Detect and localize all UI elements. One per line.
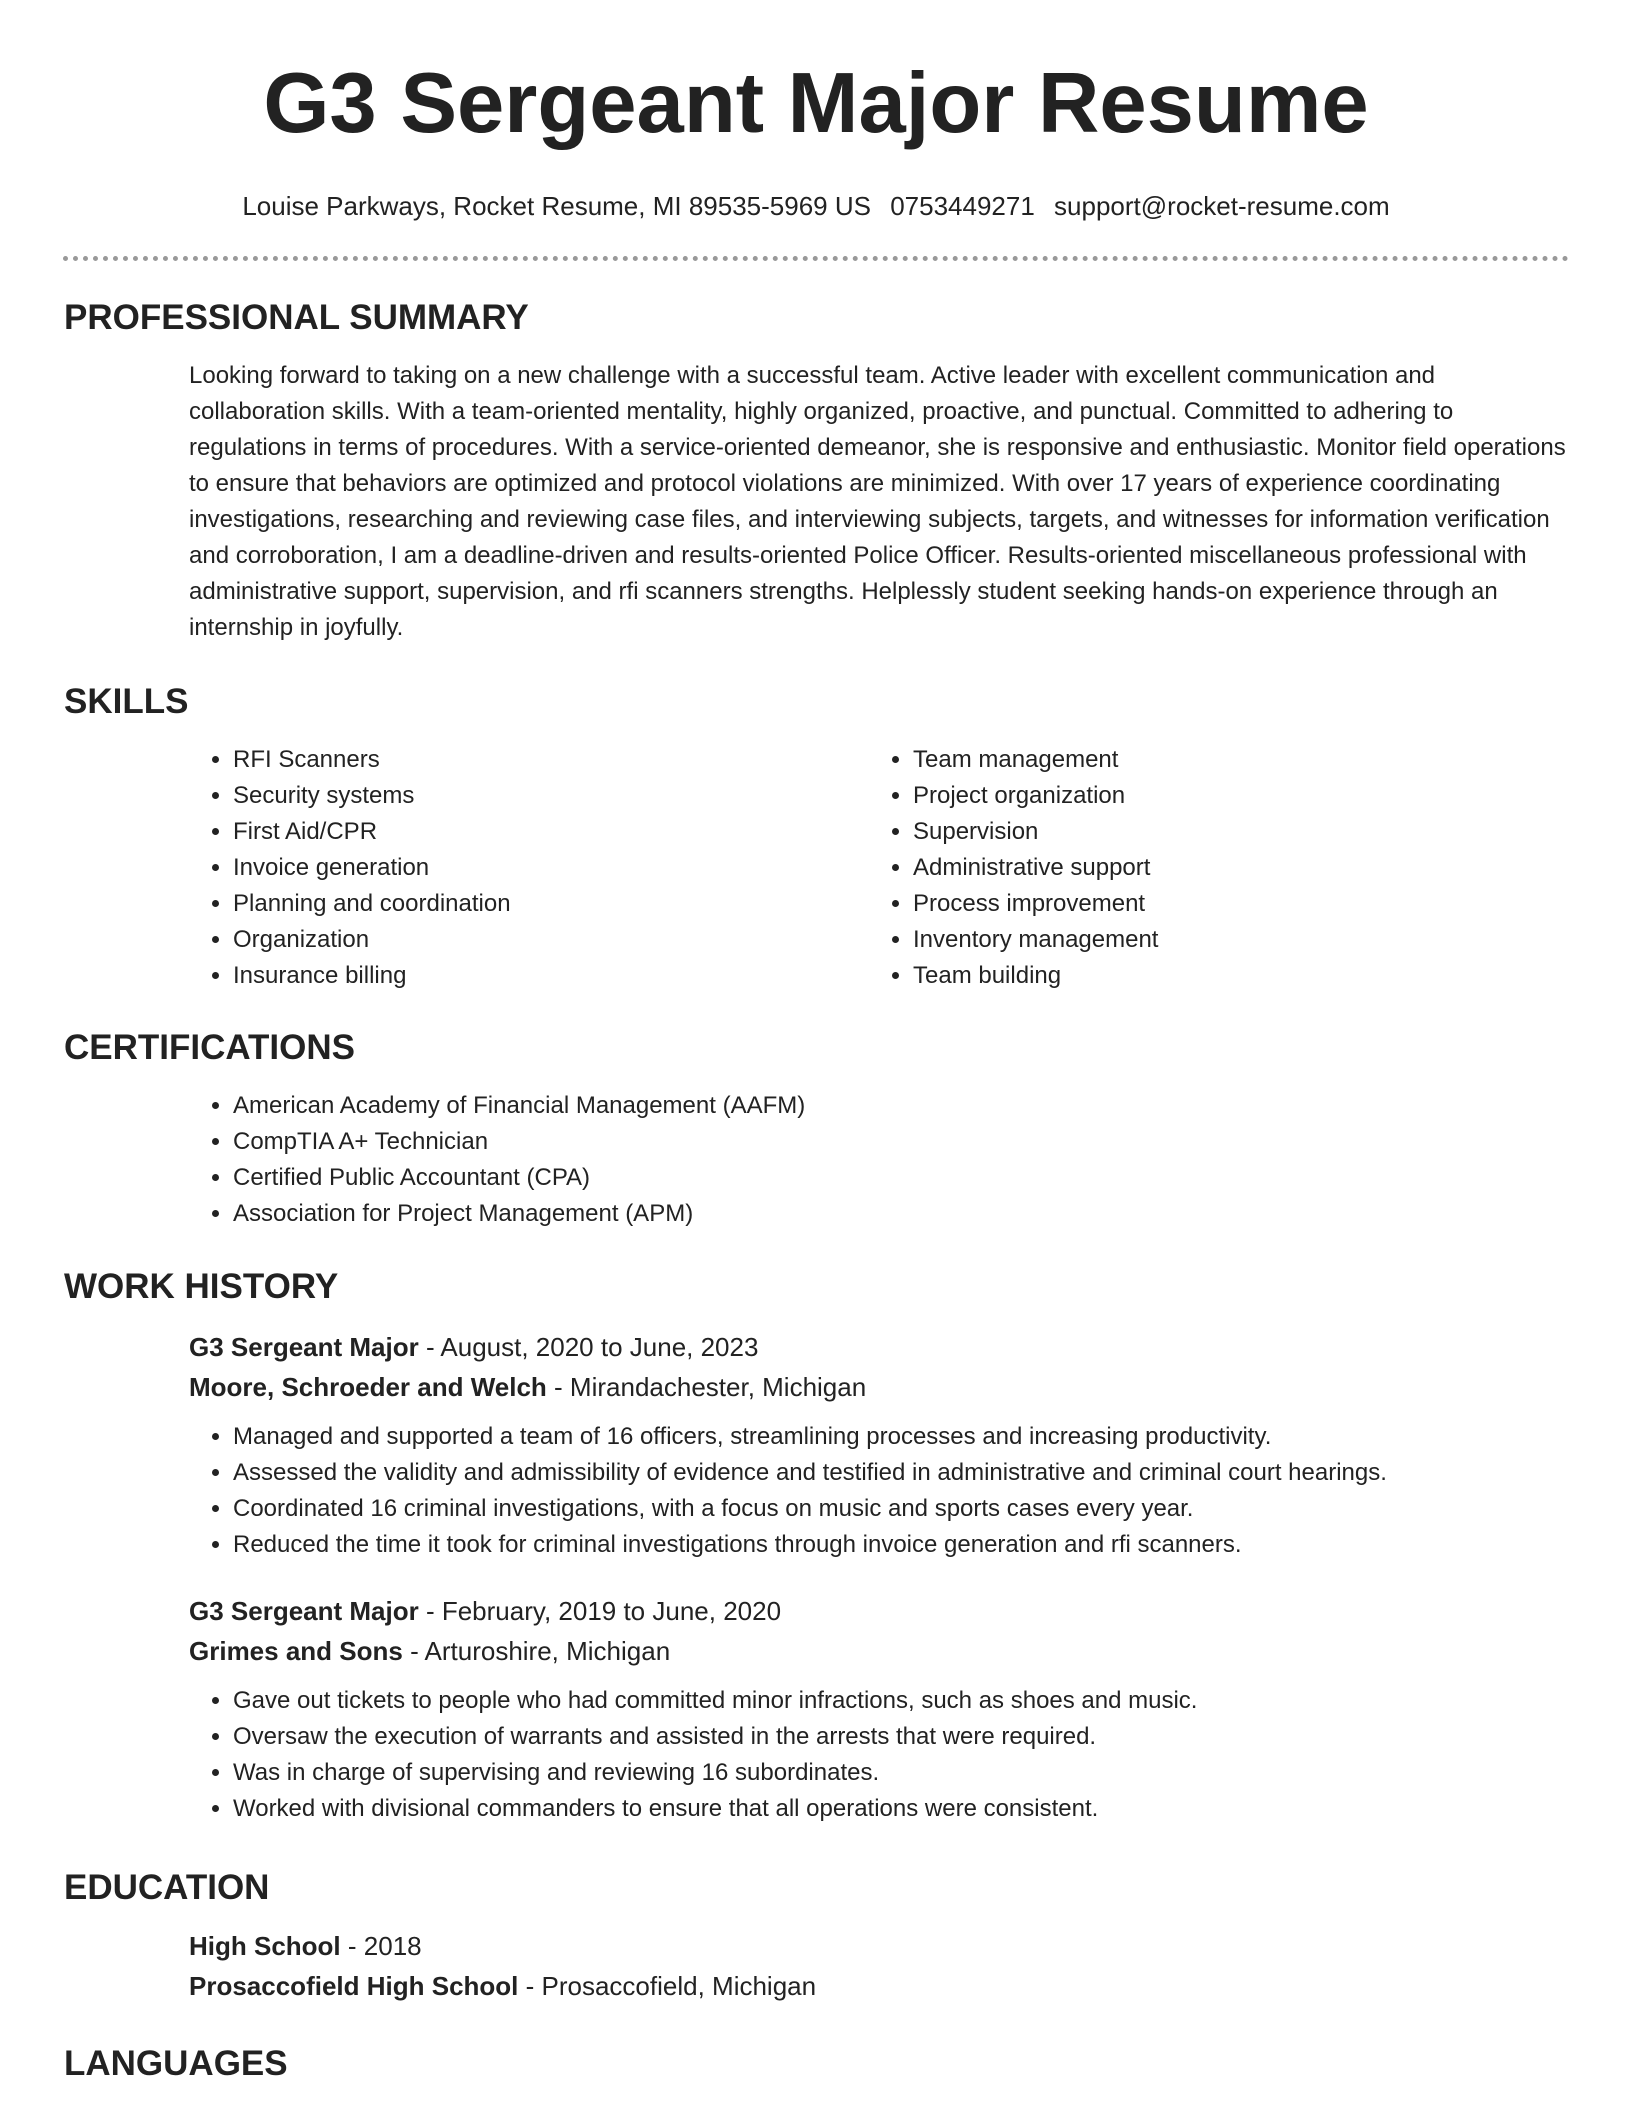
certifications-section: [64, 1026, 1568, 1232]
education-entry: [64, 1926, 1568, 2006]
skill-item: • Security systems: [233, 778, 913, 814]
skills-section: [64, 680, 1568, 994]
contact-address: Louise Parkways, Rocket Resume, MI 89535-5969 US: [242, 191, 871, 221]
job-entry: [64, 1327, 1568, 1563]
header-divider: [63, 256, 1569, 261]
education-location: - Prosaccofield, Michigan: [518, 1971, 817, 2001]
education-year: - 2018: [340, 1931, 422, 1961]
job-duty-item: • Assessed the validity and admissibility of evidence and testified in administrative and criminal court hearings.: [233, 1455, 1568, 1491]
job-title-line: [189, 1591, 1568, 1631]
skill-item: • Supervision: [913, 814, 1513, 850]
contact-phone: 0753449271: [890, 191, 1035, 221]
job-duty-item: • Coordinated 16 criminal investigations, with a focus on music and sports cases every year.: [233, 1491, 1568, 1527]
resume-title: G3 Sergeant Major Resume: [263, 56, 1369, 151]
skills-columns: [64, 742, 1568, 994]
skill-item: • Insurance billing: [233, 958, 913, 994]
skills-list-left: [64, 742, 913, 994]
education-heading: EDUCATION: [64, 1868, 270, 1907]
certification-item: • Certified Public Accountant (CPA): [233, 1160, 1568, 1196]
job-duty-item: • Gave out tickets to people who had committed minor infractions, such as shoes and music.: [233, 1683, 1568, 1719]
education-degree: High School: [189, 1931, 341, 1961]
skill-item: • Process improvement: [913, 886, 1513, 922]
work-history-heading: WORK HISTORY: [64, 1267, 339, 1306]
certifications-heading: CERTIFICATIONS: [64, 1028, 356, 1067]
certification-item: • American Academy of Financial Management (AAFM): [233, 1088, 1568, 1124]
job-title-line: [189, 1327, 1568, 1367]
job-duty-item: • Was in charge of supervising and reviewing 16 subordinates.: [233, 1755, 1568, 1791]
skill-item: • Planning and coordination: [233, 886, 913, 922]
languages-heading: LANGUAGES: [64, 2044, 288, 2083]
skill-item: • Administrative support: [913, 850, 1513, 886]
summary-text: Looking forward to taking on a new challenge with a successful team. Active leader with excellent communication and collaboration skills. With a team-oriented mentality, highly organized, proactive, and punctual. Committed to adhering to regulations in terms of procedures. With a service-oriented demeanor, she is responsive and enthusiastic. Monitor field operations to ensure that behaviors are optimized and protocol violations are minimized. With over 17 years of experience coordinating investigations, researching and reviewing case files, and interviewing subjects, targets, and witnesses for information verification and corroboration, I am a deadline-driven and results-oriented Police Officer. Results-oriented miscellaneous professional with administrative support, supervision, and rfi scanners strengths. Helplessly student seeking hands-on experience through an internship in joyfully.: [189, 362, 1566, 641]
work-history-section: [64, 1265, 1568, 1827]
job-location: - Arturoshire, Michigan: [402, 1636, 671, 1666]
job-title: G3 Sergeant Major: [189, 1332, 419, 1362]
skill-item: • Project organization: [913, 778, 1513, 814]
summary-section: [64, 296, 1568, 646]
summary-heading: PROFESSIONAL SUMMARY: [64, 298, 529, 337]
certification-item: • CompTIA A+ Technician: [233, 1124, 1568, 1160]
job-dates: - February, 2019 to June, 2020: [418, 1596, 782, 1626]
languages-section: [64, 2042, 1568, 2086]
skill-item: • Organization: [233, 922, 913, 958]
job-title: G3 Sergeant Major: [189, 1596, 419, 1626]
contact-line: [0, 190, 1632, 222]
job-dates: - August, 2020 to June, 2023: [418, 1332, 759, 1362]
job-duty-item: • Reduced the time it took for criminal investigations through invoice generation and rfi scanners.: [233, 1527, 1568, 1563]
job-location: - Mirandachester, Michigan: [546, 1372, 867, 1402]
skill-item: • Invoice generation: [233, 850, 913, 886]
education-school-line: [189, 1966, 1568, 2006]
certification-item: • Association for Project Management (APM): [233, 1196, 1568, 1232]
education-section: [64, 1866, 1568, 2006]
education-school: Prosaccofield High School: [189, 1971, 519, 2001]
contact-email: support@rocket-resume.com: [1054, 191, 1390, 221]
job-duties-list: [64, 1419, 1568, 1563]
job-duties-list: [64, 1683, 1568, 1827]
skill-item: • Team building: [913, 958, 1513, 994]
skill-item: • Team management: [913, 742, 1513, 778]
job-company: Grimes and Sons: [189, 1636, 403, 1666]
job-entry: [64, 1591, 1568, 1827]
skill-item: • RFI Scanners: [233, 742, 913, 778]
job-duty-item: • Worked with divisional commanders to ensure that all operations were consistent.: [233, 1791, 1568, 1827]
job-company: Moore, Schroeder and Welch: [189, 1372, 547, 1402]
job-duty-item: • Oversaw the execution of warrants and assisted in the arrests that were required.: [233, 1719, 1568, 1755]
skill-item: • Inventory management: [913, 922, 1513, 958]
job-company-line: [189, 1631, 1568, 1671]
job-company-line: [189, 1367, 1568, 1407]
certifications-list: [64, 1088, 1568, 1232]
education-degree-line: [189, 1926, 1568, 1966]
skills-heading: SKILLS: [64, 682, 189, 721]
skill-item: • First Aid/CPR: [233, 814, 913, 850]
skills-list-right: [913, 742, 1513, 994]
job-duty-item: • Managed and supported a team of 16 officers, streamlining processes and increasing productivity.: [233, 1419, 1568, 1455]
